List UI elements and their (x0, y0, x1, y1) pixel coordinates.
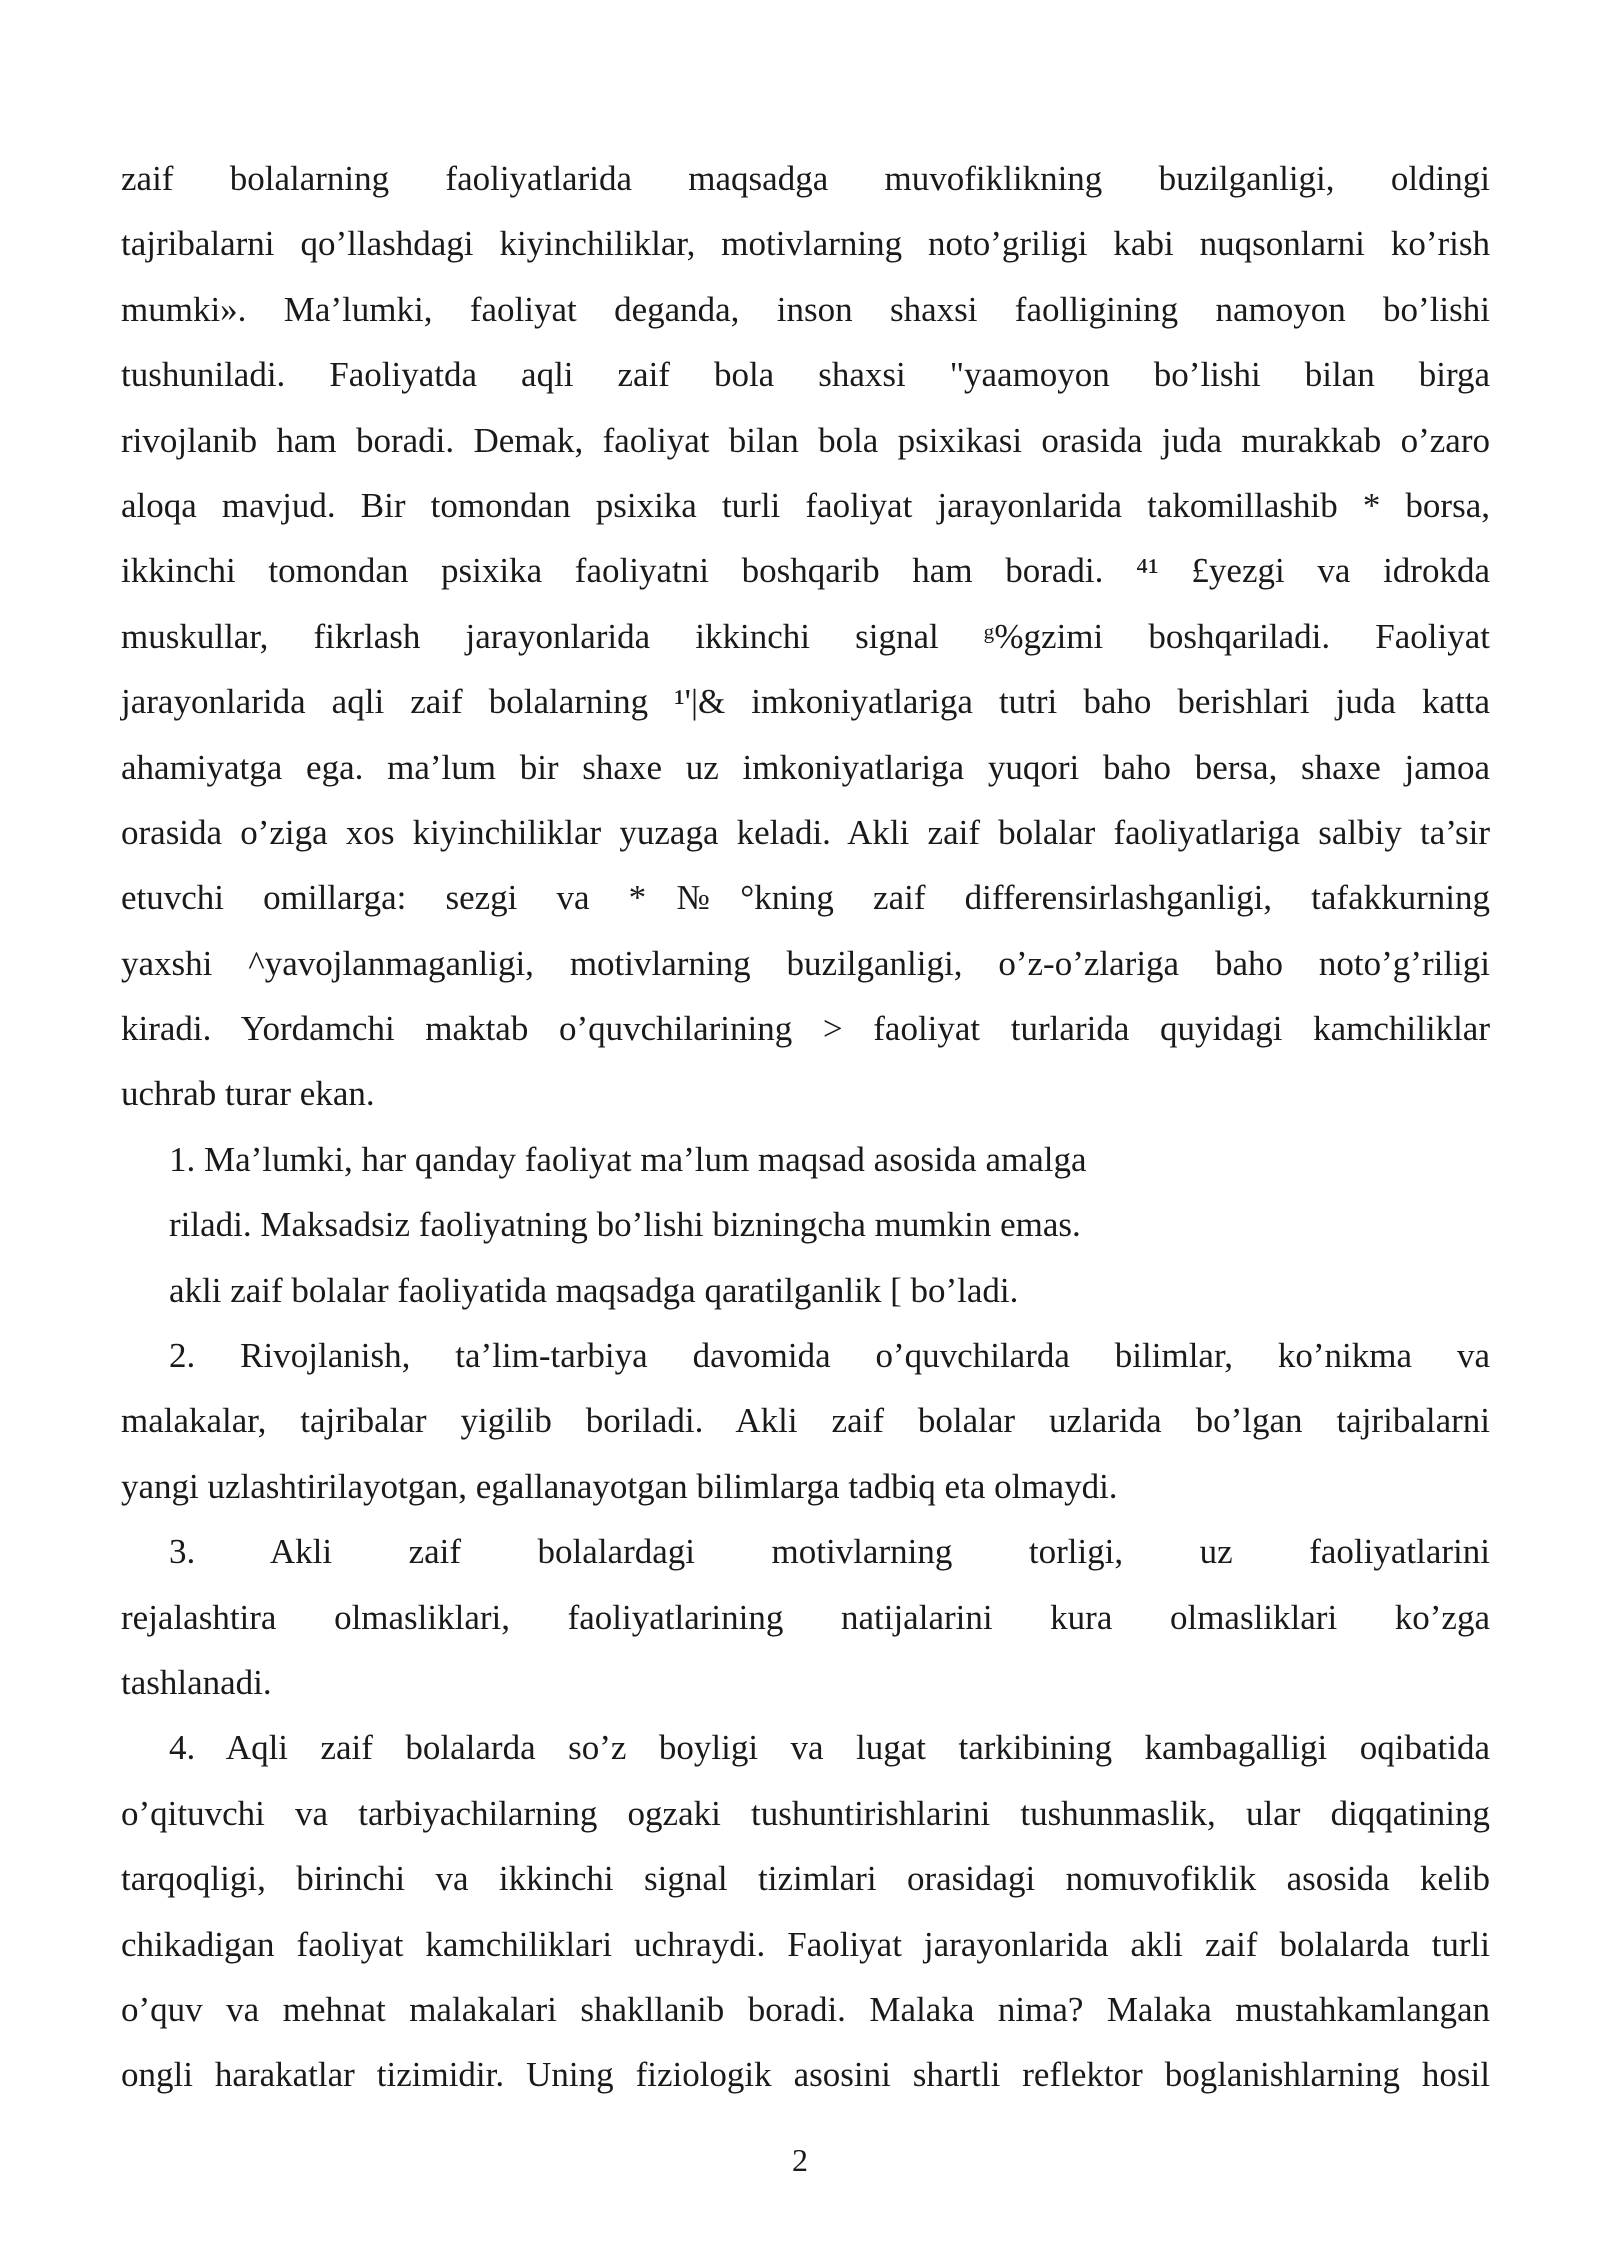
text-line: ahamiyatga ega. ma’lum bir shaxe uz imkoniyatlariga yuqori baho bersa, shaxe jamoa (121, 747, 1490, 787)
text-line: mumki». Ma’lumki, faoliyat deganda, inson shaxsi faolligining namoyon bo’lishi (121, 289, 1490, 329)
text-line: zaif bolalarning faoliyatlarida maqsadga muvofiklikning buzilganligi, oldingi (121, 159, 1490, 198)
text-line: uchrab turar ekan. (121, 1074, 375, 1114)
text-line: o’quv va mehnat malakalari shakllanib boradi. Malaka nima? Malaka mustahkamlangan (121, 1989, 1490, 2029)
text-line: ongli harakatlar tizimidir. Uning fiziologik asosini shartli reflektor boglanishlarning hosil (121, 2055, 1490, 2095)
body-text (121, 146, 1490, 2108)
text-line: 2. Rivojlanish, ta’lim-tarbiya davomida o’quvchilarda bilimlar, ko’nikma va (169, 1336, 1490, 1376)
text-line: 4. Aqli zaif bolalarda so’z boyligi va lugat tarkibining kambagalligi oqibatida (169, 1728, 1490, 1768)
text-line: malakalar, tajribalar yigilib boriladi. Akli zaif bolalar uzlarida bo’lgan tajribalarni (121, 1401, 1490, 1441)
text-line: etuvchi omillarga: sezgi va *№°kning zaif differensirlashganligi, tafakkurning (121, 878, 1490, 918)
text-line: yangi uzlashtirilayotgan, egallanayotgan bilimlarga tadbiq eta olmaydi. (121, 1466, 1118, 1506)
text-line: rejalashtira olmasliklari, faoliyatlarining natijalarini kura olmasliklari ko’zga (121, 1597, 1490, 1637)
text-line: ikkinchi tomondan psixika faoliyatni boshqarib ham boradi. ⁴¹ £yezgi va idrokda (121, 551, 1490, 591)
text-line: tarqoqligi, birinchi va ikkinchi signal tizimlari orasidagi nomuvofiklik asosida kelib (121, 1859, 1490, 1899)
text-line: riladi. Maksadsiz faoliyatning bo’lishi bizningcha mumkin emas. (169, 1205, 1081, 1245)
text-line: rivojlanib ham boradi. Demak, faoliyat bilan bola psixikasi orasida juda murakkab o’zaro (121, 420, 1490, 460)
text-line: 3. Akli zaif bolalardagi motivlarning torligi, uz faoliyatlarini (169, 1532, 1490, 1572)
text-line: yaxshi ^yavojlanmaganligi, motivlarning buzilganligi, o’z-o’zlariga baho noto’g’riligi (121, 943, 1490, 983)
text-line: akli zaif bolalar faoliyatida maqsadga qaratilganlik [ bo’ladi. (169, 1270, 1019, 1310)
text-line: chikadigan faoliyat kamchiliklari uchraydi. Faoliyat jarayonlarida akli zaif bolalarda turli (121, 1924, 1490, 1964)
text-line: tashlanadi. (121, 1662, 272, 1702)
text-line: aloqa mavjud. Bir tomondan psixika turli faoliyat jarayonlarida takomillashib * borsa, (121, 485, 1490, 525)
text-line: muskullar, fikrlash jarayonlarida ikkinchi signal ᵍ%gzimi boshqariladi. Faoliyat (121, 616, 1490, 656)
text-line: jarayonlarida aqli zaif bolalarning ¹'|& imkoniyatlariga tutri baho berishlari juda katta (121, 682, 1490, 722)
text-line: kiradi. Yordamchi maktab o’quvchilarining > faoliyat turlarida quyidagi kamchiliklar (121, 1009, 1490, 1049)
page-number: 2 (792, 2142, 808, 2178)
text-line: 1. Ma’lumki, har qanday faoliyat ma’lum maqsad asosida amalga (169, 1139, 1087, 1179)
text-line: orasida o’ziga xos kiyinchiliklar yuzaga keladi. Akli zaif bolalar faoliyatlariga salbiy ta’sir (121, 812, 1490, 852)
text-line: o’qituvchi va tarbiyachilarning ogzaki tushuntirishlarini tushunmaslik, ular diqqatining (121, 1793, 1490, 1833)
text-line: tushuniladi. Faoliyatda aqli zaif bola shaxsi "yaamoyon bo’lishi bilan birga (121, 355, 1490, 395)
text-line: tajribalarni qo’llashdagi kiyinchiliklar, motivlarning noto’griligi kabi nuqsonlarni ko’rish (121, 224, 1490, 264)
